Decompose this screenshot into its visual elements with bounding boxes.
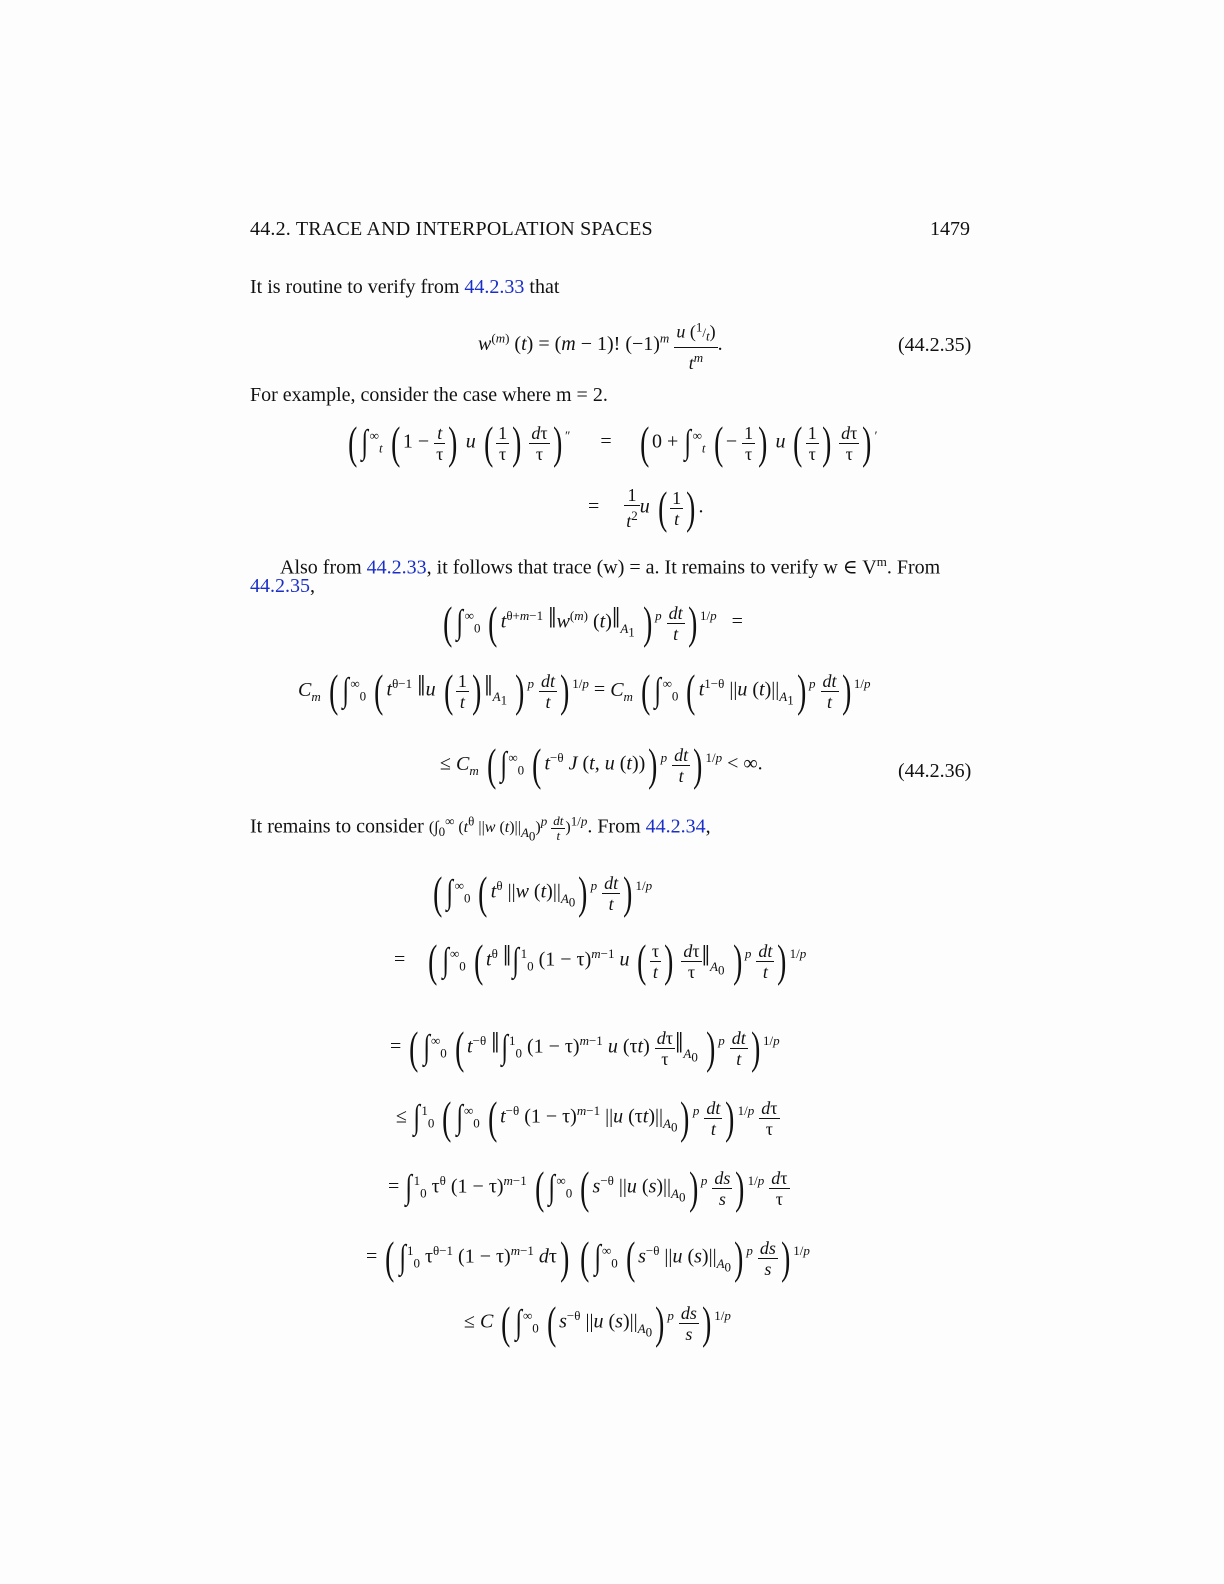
paragraph-1 [250, 275, 559, 299]
derivation-line-2: = ( $\int^\infty_0$ ( $t^\theta$ ‖∫$^1_0$ $(1 - \tau)^{m-1}$ u ( $\frac{\tau}{t}$ ) $\frac{d\tau}{\tau}$ $‖_{A_0}$ ) $^p$ $\frac{dt}{t}$ ) $^{1/p}$ [394, 935, 807, 986]
derivation-line-1: ( $\int^\infty_0$ ( $t^\theta$ ||w $(t)||_{A_0}$) $^p$ $\frac{dt}{t}$ ) $^{1/p}$ [433, 867, 653, 918]
derivation-line-3: = ( $\int^\infty_0$ ( $t^{-\theta}$ ‖∫$^1_0$ $(1 - \tau)^{m-1}$ u (τt) $\frac{d\tau}{\tau}$ $‖_{A_0}$ ) $^p$ $\frac{dt}{t}$ ) $^{1/p}$ [390, 1022, 780, 1073]
running-header-title: 44.2. TRACE AND INTERPOLATION SPACES [250, 218, 653, 240]
paragraph-1-tail: that [524, 276, 560, 298]
example-equation-line-1: ( $\int^\infty_t$ ( 1 − $\frac{t}{\tau}$ ) u ( $\frac{1}{\tau}$ ) $\frac{d\tau}{\tau}$ ) ″ = ( $0 + \int^\infty_t$ ( − $\frac{1}{\tau}$ ) u ( $\frac{1}{\tau}$ ) $\frac{d\tau}{\tau}$ ) ′ [348, 417, 878, 468]
paragraph-4-end: , [705, 815, 711, 838]
paragraph-3 [250, 550, 962, 580]
paragraph-3-tail: . From [886, 556, 941, 579]
norm-estimate-line-2: $C_m$ ( $\int^\infty_0$ ( $t^{\theta-1}$ ‖u ( $\frac{1}{t}$ ) $‖_{A_1}$ ) $^p$ $\frac{dt}{t}$ ) $^{1/p} = C_m$ ( $\int^\infty_0$ ( $t^{1-\theta}$ ||u $(t)||_{A_1}$) $^p$ $\frac{dt}{t}$ ) $^{1/p}$ [298, 665, 871, 716]
paragraph-3-middle: , it follows that trace (w) = a. It remains to verify w ∈ V [426, 556, 877, 579]
inline-norm-expression: ($\int_0^\infty$ ($t^\theta$ ||w $(t)||_{A_0})^p$ $\frac{dt}{t}$ )$^{1/p}$ [428, 813, 588, 844]
derivation-line-4: ≤ ∫$^1_0$ ( $\int^\infty_0$ ( $t^{-\theta}$ $(1 - \tau)^{m-1}$ ||u $(\tau t)||_{A_0}$) $^p$ $\frac{dt}{t}$ ) $^{1/p}$ $\frac{d\tau}{\tau}$ [396, 1092, 778, 1143]
paragraph-1-text: It is routine to verify from [250, 276, 465, 298]
paragraph-3-continuation [250, 574, 315, 598]
equation-link-44-2-34[interactable]: 44.2.34 [645, 815, 706, 838]
derivation-line-7: ≤ C ( $\int^\infty_0$ ( $s^{-\theta}$ ||u $(s)||_{A_0}$) $^p$ $\frac{ds}{s}$ ) $^{1/p}$ [464, 1297, 731, 1348]
equation-link-44-2-35[interactable]: 44.2.35 [250, 575, 310, 597]
norm-estimate-line-3: ≤ $C_m$ ( $\int^\infty_0$ ( $t^{-\theta}$ J (t, u (t))) $^p$ $\frac{dt}{t}$ ) $^{1/p}$ < ∞. [440, 739, 763, 790]
paragraph-4-middle: . From [587, 815, 646, 838]
derivation-line-6: = ( ∫$^1_0$ $\tau^{\theta-1}$ $(1 - \tau)^{m-1}$ dτ) ( $\int^\infty_0$ ( $s^{-\theta}$ ||u $(s)||_{A_0}$) $^p$ $\frac{ds}{s}$ ) $^{1/p}$ [366, 1232, 810, 1283]
paragraph-3-superscript: m [876, 554, 887, 569]
paragraph-3-text: Also from [280, 556, 367, 579]
equation-number-44-2-36: (44.2.36) [898, 760, 972, 782]
paragraph-3-end: , [310, 575, 315, 597]
example-equation-line-2: = $\frac{1}{t^2}$ u ( $\frac{1}{t}$ ) . [588, 482, 704, 533]
equation-link-44-2-33[interactable]: 44.2.33 [464, 276, 525, 298]
derivation-line-5: = ∫$^1_0$ $\tau^\theta$ $(1 - \tau)^{m-1}$ ( $\int^\infty_0$ ( $s^{-\theta}$ ||u $(s)||_{A_0}$) $^p$ $\frac{ds}{s}$ ) $^{1/p}$ $\frac{d\tau}{\tau}$ [388, 1162, 788, 1213]
paragraph-4 [250, 810, 711, 848]
paragraph-2: For example, consider the case where m = 2. [250, 384, 608, 406]
paragraph-4-text: It remains to consider [250, 815, 429, 838]
equation-44-2-35: $w^{(m)}$ (t) = (m − 1)! $(-1)^m$ $\frac{u (^1/_t)}{t^m}$ . [478, 320, 723, 373]
equation-number-44-2-35: (44.2.35) [898, 334, 972, 356]
equation-link-44-2-33[interactable]: 44.2.33 [366, 556, 427, 579]
norm-estimate-line-1: ( $\int^\infty_0$ ( $t^{\theta+m-1}$ $‖w^{(m)}$ $(t)‖_{A_1}$ ) $^p$ $\frac{dt}{t}$ ) $^{1/p}$ = [443, 597, 743, 648]
page-number: 1479 [930, 218, 970, 240]
